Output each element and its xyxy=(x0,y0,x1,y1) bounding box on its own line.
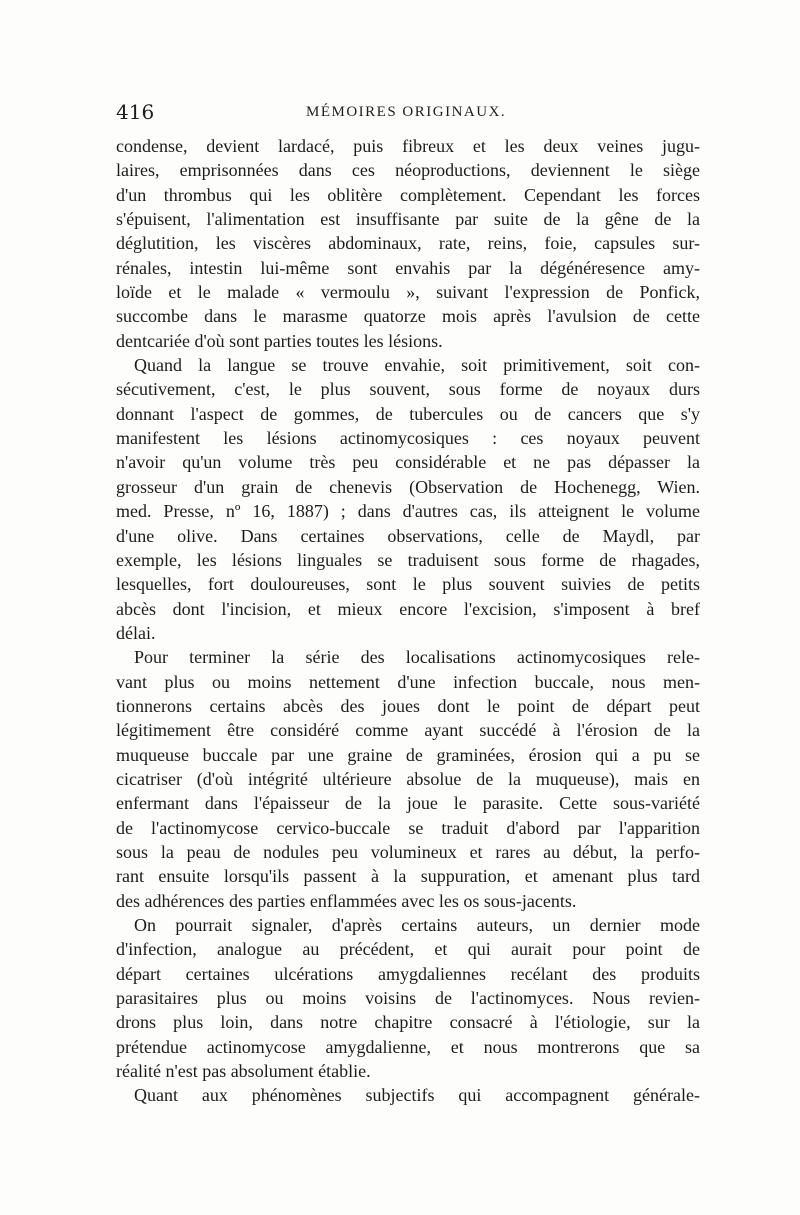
text-line: délai. xyxy=(116,622,156,643)
text-line: vant plus ou moins nettement d'une infection buccale, nous men- xyxy=(116,671,700,692)
text-line: d'infection, analogue au précédent, et qui aurait pour point de xyxy=(116,939,700,960)
text-line: d'une olive. Dans certaines observations, celle de Maydl, par xyxy=(116,525,700,546)
text-line: exemple, les lésions linguales se traduisent sous forme de rhagades, xyxy=(116,549,700,570)
text-line: med. Presse, nº 16, 1887) ; dans d'autres cas, ils atteignent le volume xyxy=(116,501,700,522)
text-line: n'avoir qu'un volume très peu considérable et ne pas dépasser la xyxy=(116,452,700,473)
text-line: loïde et le malade « vermoulu », suivant l'expression de Ponfick, xyxy=(116,282,700,303)
text-line: départ certaines ulcérations amygdaliennes recélant des produits xyxy=(116,963,700,984)
text-line: abcès dont l'incision, et mieux encore l'excision, s'imposent à bref xyxy=(116,598,700,619)
text-line: rénales, intestin lui-même sont envahis par la dégénéresence amy- xyxy=(116,257,700,278)
text-line: drons plus loin, dans notre chapitre consacré à l'étiologie, sur la xyxy=(116,1012,700,1033)
paragraph-start-line: Quant aux phénomènes subjectifs qui accompagnent générale- xyxy=(134,1085,700,1106)
text-line: dentcariée d'où sont parties toutes les lésions. xyxy=(116,330,443,351)
text-line: réalité n'est pas absolument établie. xyxy=(116,1061,371,1082)
text-line: déglutition, les viscères abdominaux, rate, reins, foie, capsules sur- xyxy=(116,233,700,254)
text-line: prétendue actinomycose amygdalienne, et nous montrerons que sa xyxy=(116,1036,700,1057)
running-head: MÉMOIRES ORIGINAUX. xyxy=(306,104,507,120)
text-line: lesquelles, fort douloureuses, sont le plus souvent suivies de petits xyxy=(116,574,700,595)
text-line: légitimement être considéré comme ayant succédé à l'érosion de la xyxy=(116,720,700,741)
text-line: succombe dans le marasme quatorze mois après l'avulsion de cette xyxy=(116,306,700,327)
page-header xyxy=(116,100,700,130)
text-line: enfermant dans l'épaisseur de la joue le parasite. Cette sous-variété xyxy=(116,793,700,814)
text-line: d'un thrombus qui les oblitère complètement. Cependant les forces xyxy=(116,184,700,205)
text-line: muqueuse buccale par une graine de graminées, érosion qui a pu se xyxy=(116,744,700,765)
text-line: de l'actinomycose cervico-buccale se traduit d'abord par l'apparition xyxy=(116,817,700,838)
text-line: des adhérences des parties enflammées avec les os sous-jacents. xyxy=(116,890,577,911)
body-text xyxy=(116,134,700,1108)
text-line: rant ensuite lorsqu'ils passent à la suppuration, et amenant plus tard xyxy=(116,866,700,887)
text-line: grosseur d'un grain de chenevis (Observation de Hochenegg, Wien. xyxy=(116,476,700,497)
paragraph-start-line: Quand la langue se trouve envahie, soit primitivement, soit con- xyxy=(134,355,700,376)
text-line: parasitaires plus ou moins voisins de l'actinomyces. Nous revien- xyxy=(116,988,700,1009)
text-line: manifestent les lésions actinomycosiques : ces noyaux peuvent xyxy=(116,428,700,449)
text-line: condense, devient lardacé, puis fibreux et les deux veines jugu- xyxy=(116,136,700,156)
text-line: s'épuisent, l'alimentation est insuffisante par suite de la gêne de la xyxy=(116,209,700,230)
text-line: laires, emprisonnées dans ces néoproductions, deviennent le siège xyxy=(116,160,700,181)
paragraph-start-line: Pour terminer la série des localisations actinomycosiques rele- xyxy=(134,647,700,668)
text-line: donnant l'aspect de gommes, de tubercules ou de cancers que s'y xyxy=(116,403,700,424)
text-line: sécutivement, c'est, le plus souvent, sous forme de noyaux durs xyxy=(116,379,700,400)
paragraph-start-line: On pourrait signaler, d'après certains auteurs, un dernier mode xyxy=(134,915,700,935)
text-line: cicatriser (d'où intégrité ultérieure absolue de la muqueuse), mais en xyxy=(116,768,700,789)
text-line: sous la peau de nodules peu volumineux et rares au début, la perfo- xyxy=(116,841,700,862)
page-number: 416 xyxy=(116,100,155,124)
text-line: tionnerons certains abcès des joues dont le point de départ peut xyxy=(116,695,700,716)
